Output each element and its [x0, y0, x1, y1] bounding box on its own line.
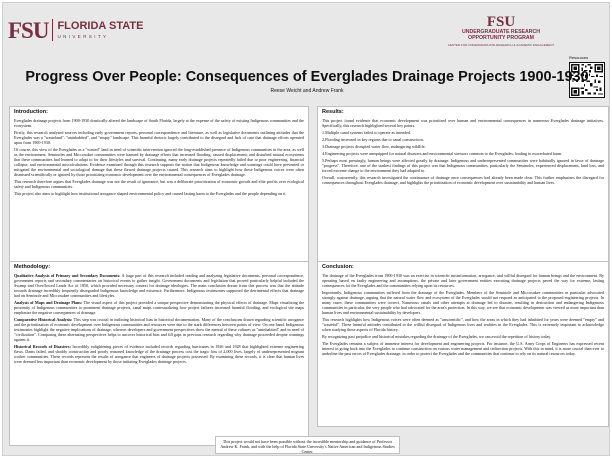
- introduction-paragraph: Of course, this view of the Everglades as a "wasted" land in need of scientific intervention ignored the long-established presence of Indigenous communities in the area, as well as the environment. Seminoles and Miccosukee communities were harmed by drainage efforts that increased flooding, caused displacement, and disturbed natural ecosystems that these communities had learned to adapt to for their lifestyles and survival. Continuing, many early drainage projects repeatedly failed due to poor engineering, financial collapse, and environmental miscalculations. Evidence examined through this research supports the notion that Indigenous knowledge and warnings could have prevented or mitigated the environmental and sociological damage that these flawed drainage projects caused. This research aims to highlight how these Indigenous voices were often dismissed scientifically or ignored by those prioritizing economic development over the environmental consequences of Everglades drainage.: [14, 146, 304, 177]
- fsu-logo-text: [57, 21, 143, 39]
- resources-label: Resources: [569, 55, 589, 60]
- methodology-paragraph: [14, 317, 304, 342]
- methodology-paragraph: [14, 300, 304, 315]
- conclusion-paragraph: The Everglades remains a subject of immense interest for development and engineering projects. For instance, the U.S. Army Corps of Engineers has expressed recent interest in going back into the Everglades to continue construction on various water management and redirection projects. With this in mind, it is more crucial than ever to underline the past errors of Everglades drainage, in order to protect the Everglades and the communities that continue to rely on its natural resources today.: [322, 340, 604, 356]
- acknowledgement-text: This project would not have been possible without the incredible mentorship and guidance of Professor Andrew K. Frank, and with the help of Florida State University's Native American and Indigenous Studies Center.: [220, 439, 395, 454]
- poster-title: Progress Over People: Consequences of Everglades Drainage Projects 1900-1930: [25, 69, 589, 85]
- introduction-paragraph: This research therefore argues that Everglades drainage was not the result of ignorance, but was a deliberate prioritization of economic growth and elite profits over ecological safety and Indigenous communities.: [14, 178, 304, 189]
- introduction-section: [9, 106, 309, 262]
- method-text: A large part of this research included reading and analyzing legislative documents, personal correspondence, government reports and secondary commentaries on historical events to gather insight. Government documents and legislation that proved particularly helpful included the Swamp and Overflowed Lands Act of 1850, which provided necessary context for drainage ideologies. The main conclusion drawn from this process was that the attitude towards drainage incredibly frequently disregarded Indigenous knowledge and existence. Furthermore, Indigenous testimonies supported the detrimental effects that drainage had on Seminole and Miccosukee communities and lifestyles.: [14, 273, 304, 298]
- method-label: Historical Records of Disasters:: [14, 343, 71, 349]
- method-text: Incredibly enlightening pieces of evidence included records regarding hurricanes in 1926 and 1928 that highlighted extreme engineering flaws. Dams failed, and shoddy construction and poorly reasoned knowledge of the drainage process cost the tragic loss of 2,000 lives, largely of underrepresented migrant worker communities. These records represent the results of arrogance that engineers of drainage projects possessed. By examining these records, it is clear that human lives were deemed less important than economic development by those initiating Everglades drainage projects.: [14, 343, 304, 364]
- results-list-item: 5.Perhaps most pressingly, human beings were affected greatly by drainage. Indigenous and underrepresented communities were habitually ignored in favor of drainage "progress". Therefore, one of the starkest findings of this project was that Indigenous communities, particularly the Seminoles, experienced displacement, land loss, and forced extreme change to the environment they had adapted to.: [322, 157, 604, 173]
- results-list-item: 3.Drainage projects disrupted water flow, endangering wildlife.: [322, 143, 426, 149]
- results-list-item: 2.Flooding increased in key regions due to canal construction.: [322, 136, 424, 142]
- methodology-paragraph: [14, 344, 304, 364]
- university-sub: UNIVERSITY: [57, 34, 109, 39]
- conclusion-section: [317, 261, 609, 427]
- method-label: Qualitative Analysis of Primary and Secondary Documents:: [14, 273, 121, 278]
- results-list-item: 1.Multiple canal systems failed to operate as intended.: [322, 129, 412, 135]
- urop-logo: [445, 15, 557, 47]
- urop-tagline: CENTER FOR UNDERGRADUATE RESEARCH & ACADEMIC ENGAGEMENT: [447, 42, 555, 47]
- acknowledgement-box: [215, 436, 400, 454]
- urop-line-2: OPPORTUNITY PROGRAM: [468, 34, 534, 41]
- results-paragraph: Overall, concurrently, this research investigated the continuance of drainage once consequences had already been made clear. This further emphasizes the disregard for consequences throughout Everglades drainage, and highlights the prioritization of economic development over sustainability and human lives.: [322, 174, 604, 185]
- fsu-logo-mark: FSU: [8, 17, 49, 43]
- introduction-heading: Introduction:: [14, 109, 48, 115]
- conclusion-paragraph: Importantly, Indigenous communities suffered from the drainage of the Everglades. Members of the Seminole and Miccosukee communities in particular advocated strongly against drainage, arguing that the natural water flow and ecosystem of the Everglades would not respond as anticipated to the proposed engineering projects. In many cases, these communities were correct. Numerous canals and other attempts at drainage led to disaster, resulting in destruction and endangering Indigenous communities in particular, the very people who had advocated for the area's protection. In this way, we see that economic development was viewed as more important than human lives and environmental sustainability by developers.: [322, 289, 604, 315]
- methodology-section: [9, 261, 309, 446]
- method-label: Comparative Historical Analysis:: [14, 316, 73, 322]
- methodology-heading: Methodology:: [14, 264, 51, 270]
- results-heading: Results:: [322, 109, 344, 115]
- fsu-logo: [8, 15, 143, 45]
- conclusion-paragraph: This research highlights how Indigenous voices were often deemed as "unscientific", and how the areas in which they had inhabited for years were deemed "empty" and "wasteful". These harmful attitudes contributed to the willful disregard of Indigenous lives and realities in the Everglades. This is extremely important to acknowledge when studying these aspects of Florida history.: [322, 316, 604, 332]
- university-name: FLORIDA STATE: [57, 20, 144, 32]
- conclusion-heading: Conclusion:: [322, 264, 354, 270]
- methodology-paragraph: [14, 273, 304, 298]
- logo-divider: [52, 19, 53, 41]
- conclusion-paragraph: The drainage of the Everglades from 1900-1930 was an exercise in scientific misinformation, arrogance, and willful disregard for human beings and the environment. By operating based on faulty engineering and assumptions, the private and later government entities executing drainage projects paved the way for extreme, lasting consequences for the Everglades and the communities relying upon its resources.: [322, 273, 604, 288]
- urop-logo-mark: FSU: [486, 14, 516, 30]
- introduction-paragraph: Everglades drainage projects from 1900-1930 drastically altered the landscape of South Florida, largely at the expense of the safety of existing Indigenous communities and the ecosystem.: [14, 118, 304, 128]
- urop-line-1: UNDERGRADUATE RESEARCH: [461, 29, 540, 35]
- method-label: Analysis of Maps and Drainage Plans:: [14, 299, 83, 305]
- results-list-item: 4.Engineering projects were unequipped for natural disasters and environmental stressors common to the Everglades, leading to exacerbated harm.: [322, 150, 563, 156]
- poster-authors: Reese Weicht and Andrew Frank: [270, 88, 344, 94]
- introduction-paragraph: This project also aims to highlight how institutional arrogance shaped environmental policy and caused lasting harm to the Everglades and the people depending on it.: [14, 190, 287, 196]
- method-text: This step was crucial in outlining historical bias in historical documentation. Many of the conclusions drawn regarding scientific arrogance and the prioritization of economic development over Indigenous communities and resources were due to the stark differences between points of view. On one hand, Indigenous testimonies highlight the negative implications of drainage, whereas developers and government perspectives show the mental of these cultures as "uninhabited" and in need of "civilization". Comparing these alternating perspectives helps to uncover historical bias and fill gaps in previous research regarding why drainage proceeded despite warnings against it.: [14, 316, 304, 342]
- results-paragraph: This project found evidence that economic development was prioritized over human and environmental consequences in numerous Everglades drainage initiatives. Specifically, this research highlighted several key points.: [322, 118, 604, 128]
- conclusion-paragraph: By recognizing past prejudice and historical mistakes regarding the drainage of the Everglades, we can avoid the repetition of history today.: [322, 333, 552, 339]
- method-text: The visual aspect of this project provided a unique perspective demonstrating the physical effects of drainage. Maps visualizing the proximity of Indigenous communities to prominent drainage projects, canal maps contextualizing how project failures increased harmful flooding, and ecological site maps emphasize the negative consequences of drainage.: [14, 299, 305, 315]
- introduction-paragraph: Firstly, this research analyzed sources including early government reports, personal correspondence and literature, as well as legislative documents outlining attitudes that the Everglades was a "wasteland", "uninhabited", and "empty" landscape. This harmful rhetoric largely contributed to the disregard and lack of care that drainage efforts operated upon from 1900-1930.: [14, 129, 304, 145]
- poster: [2, 2, 610, 456]
- results-section: [317, 106, 609, 262]
